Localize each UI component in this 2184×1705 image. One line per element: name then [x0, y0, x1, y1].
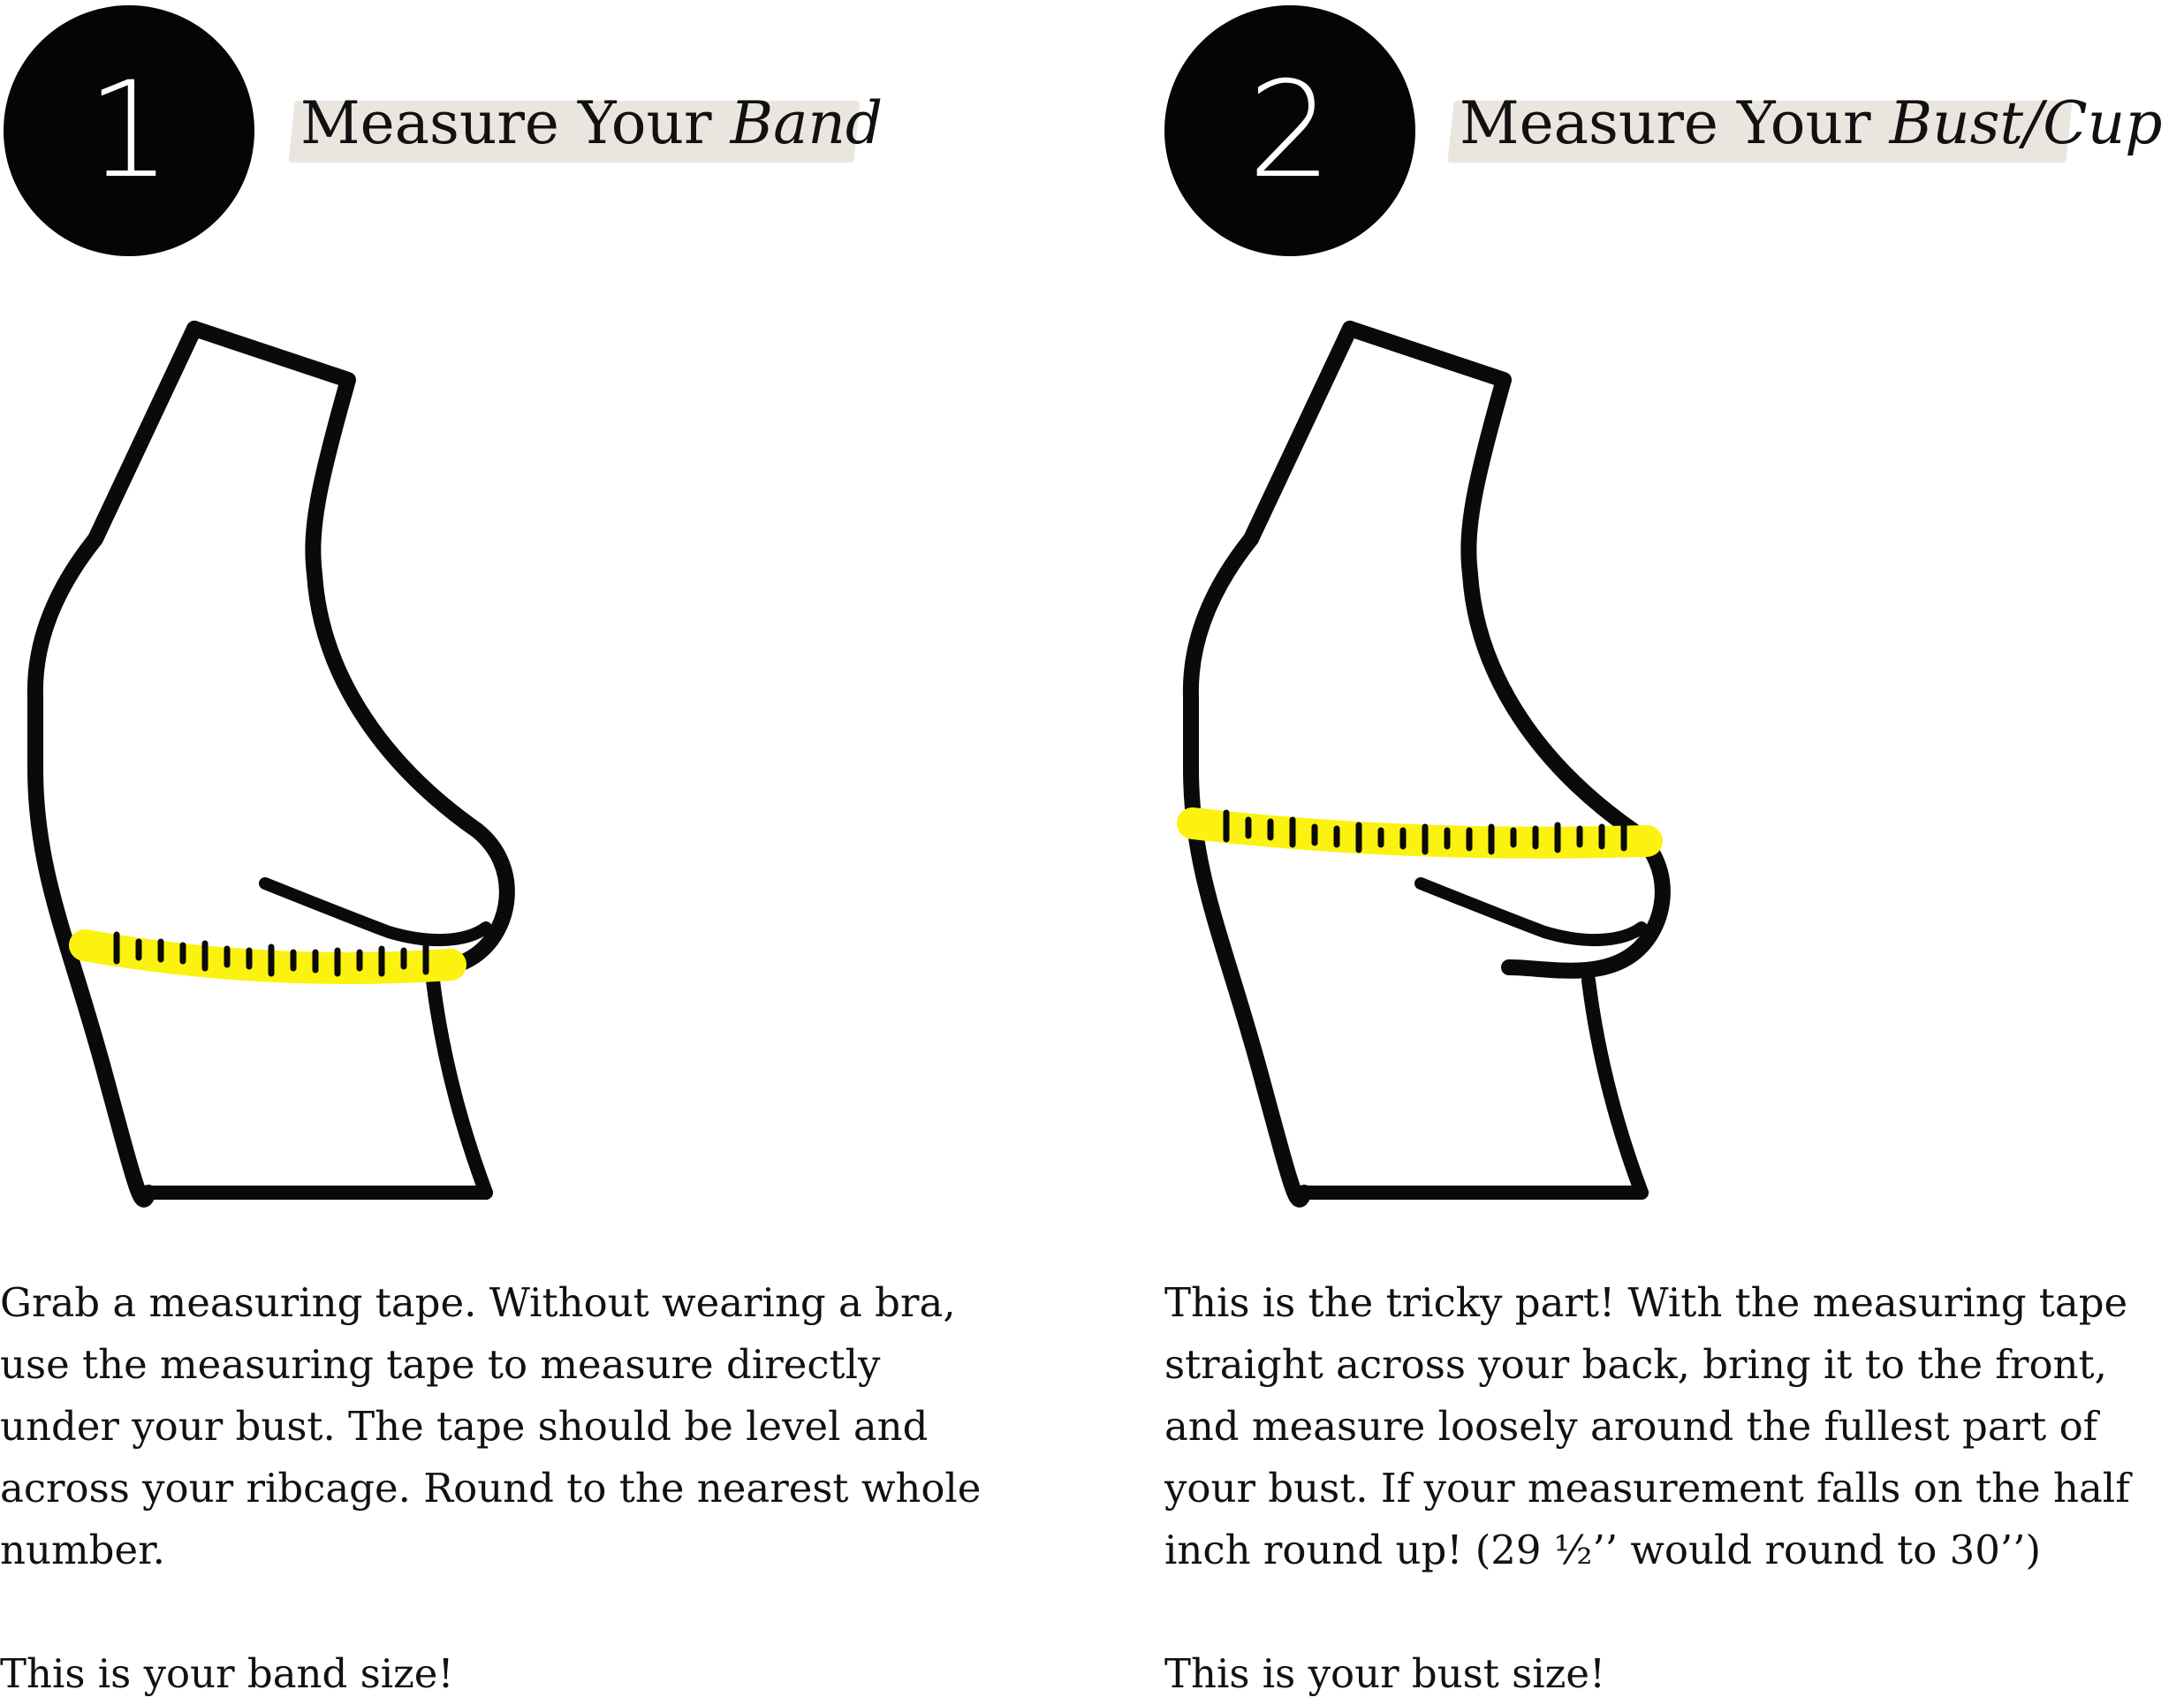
description-text: Grab a measuring tape. Without wearing a bra, use the measuring tape to measure directly under your bust. The tape should be level and across your ribcage. Round to the nearest whole number.	[0, 1279, 982, 1573]
step-number: 1	[87, 54, 171, 208]
measuring-tape-icon	[1193, 813, 1647, 852]
step-heading	[1451, 88, 2163, 177]
step-1-panel	[0, 0, 1092, 1702]
torso-silhouette-icon	[1173, 309, 1721, 1210]
step-description	[0, 1272, 1073, 1705]
step-heading	[292, 88, 883, 177]
conclusion-text: This is your band size!	[0, 1650, 454, 1697]
step-2-panel	[1092, 0, 2184, 1702]
measuring-tape-icon	[85, 935, 451, 974]
torso-silhouette-icon	[18, 309, 565, 1210]
step-number-badge	[4, 5, 254, 256]
heading-emphasis: Band	[730, 89, 883, 157]
step-description	[1164, 1272, 2180, 1705]
description-text: This is the tricky part! With the measuring tape straight across your back, bring it to the front, and measure loosely around the fullest part of your bust. If your measurement falls on the half inch round up! (29 ½’’ would round to 30’’)	[1164, 1279, 2130, 1573]
heading-emphasis: Bust/Cup	[1889, 89, 2163, 157]
heading-plain: Measure Your	[1460, 89, 1890, 157]
step-number-badge	[1164, 5, 1415, 256]
step-number: 2	[1247, 54, 1332, 208]
heading-plain: Measure Your	[300, 89, 731, 157]
conclusion-text: This is your bust size!	[1164, 1650, 1606, 1697]
